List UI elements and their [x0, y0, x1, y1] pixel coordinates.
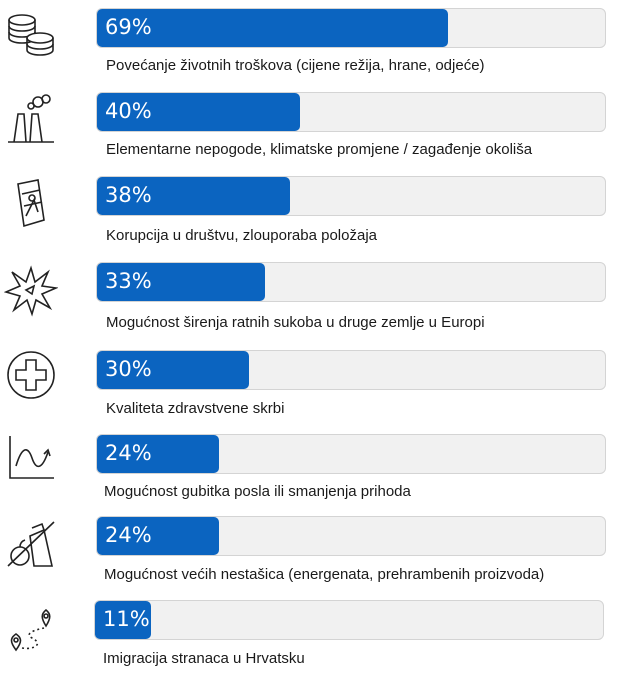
coins-icon	[4, 8, 58, 62]
bar-track	[96, 8, 606, 48]
data-label: 69%	[105, 15, 152, 39]
bar-track	[96, 92, 606, 132]
data-label: 11%	[103, 607, 150, 631]
category-label: Imigracija stranaca u Hrvatsku	[103, 650, 305, 667]
bar-track	[96, 516, 606, 556]
category-label: Mogućnost gubitka posla ili smanjenja prihoda	[104, 483, 411, 500]
migration-path-icon	[4, 600, 58, 654]
data-label: 24%	[105, 523, 152, 547]
income-graph-icon	[4, 432, 58, 486]
data-label: 30%	[105, 357, 152, 381]
category-label: Mogućnost većih nestašica (energenata, prehrambenih proizvoda)	[104, 566, 545, 583]
category-label: Povećanje životnih troškova (cijene režija, hrane, odjeće)	[106, 57, 485, 74]
data-label: 38%	[105, 183, 152, 207]
bar-track	[94, 600, 604, 640]
food-shortage-icon	[4, 516, 58, 570]
bar-track	[96, 350, 606, 390]
data-label: 40%	[105, 99, 152, 123]
category-label: Kvaliteta zdravstvene skrbi	[106, 400, 285, 417]
bar-track	[96, 434, 606, 474]
medical-cross-icon	[4, 348, 58, 402]
explosion-icon	[4, 264, 58, 318]
bar-track	[96, 262, 606, 302]
bar-track	[96, 176, 606, 216]
category-label: Korupcija u društvu, zlouporaba položaja	[106, 227, 378, 244]
data-label: 24%	[105, 441, 152, 465]
bribe-envelope-icon	[4, 176, 58, 230]
category-label: Mogućnost širenja ratnih sukoba u druge zemlje u Europi	[106, 314, 485, 331]
category-label: Elementarne nepogode, klimatske promjene / zagađenje okoliša	[106, 141, 533, 158]
data-label: 33%	[105, 269, 152, 293]
factory-pollution-icon	[4, 92, 58, 146]
